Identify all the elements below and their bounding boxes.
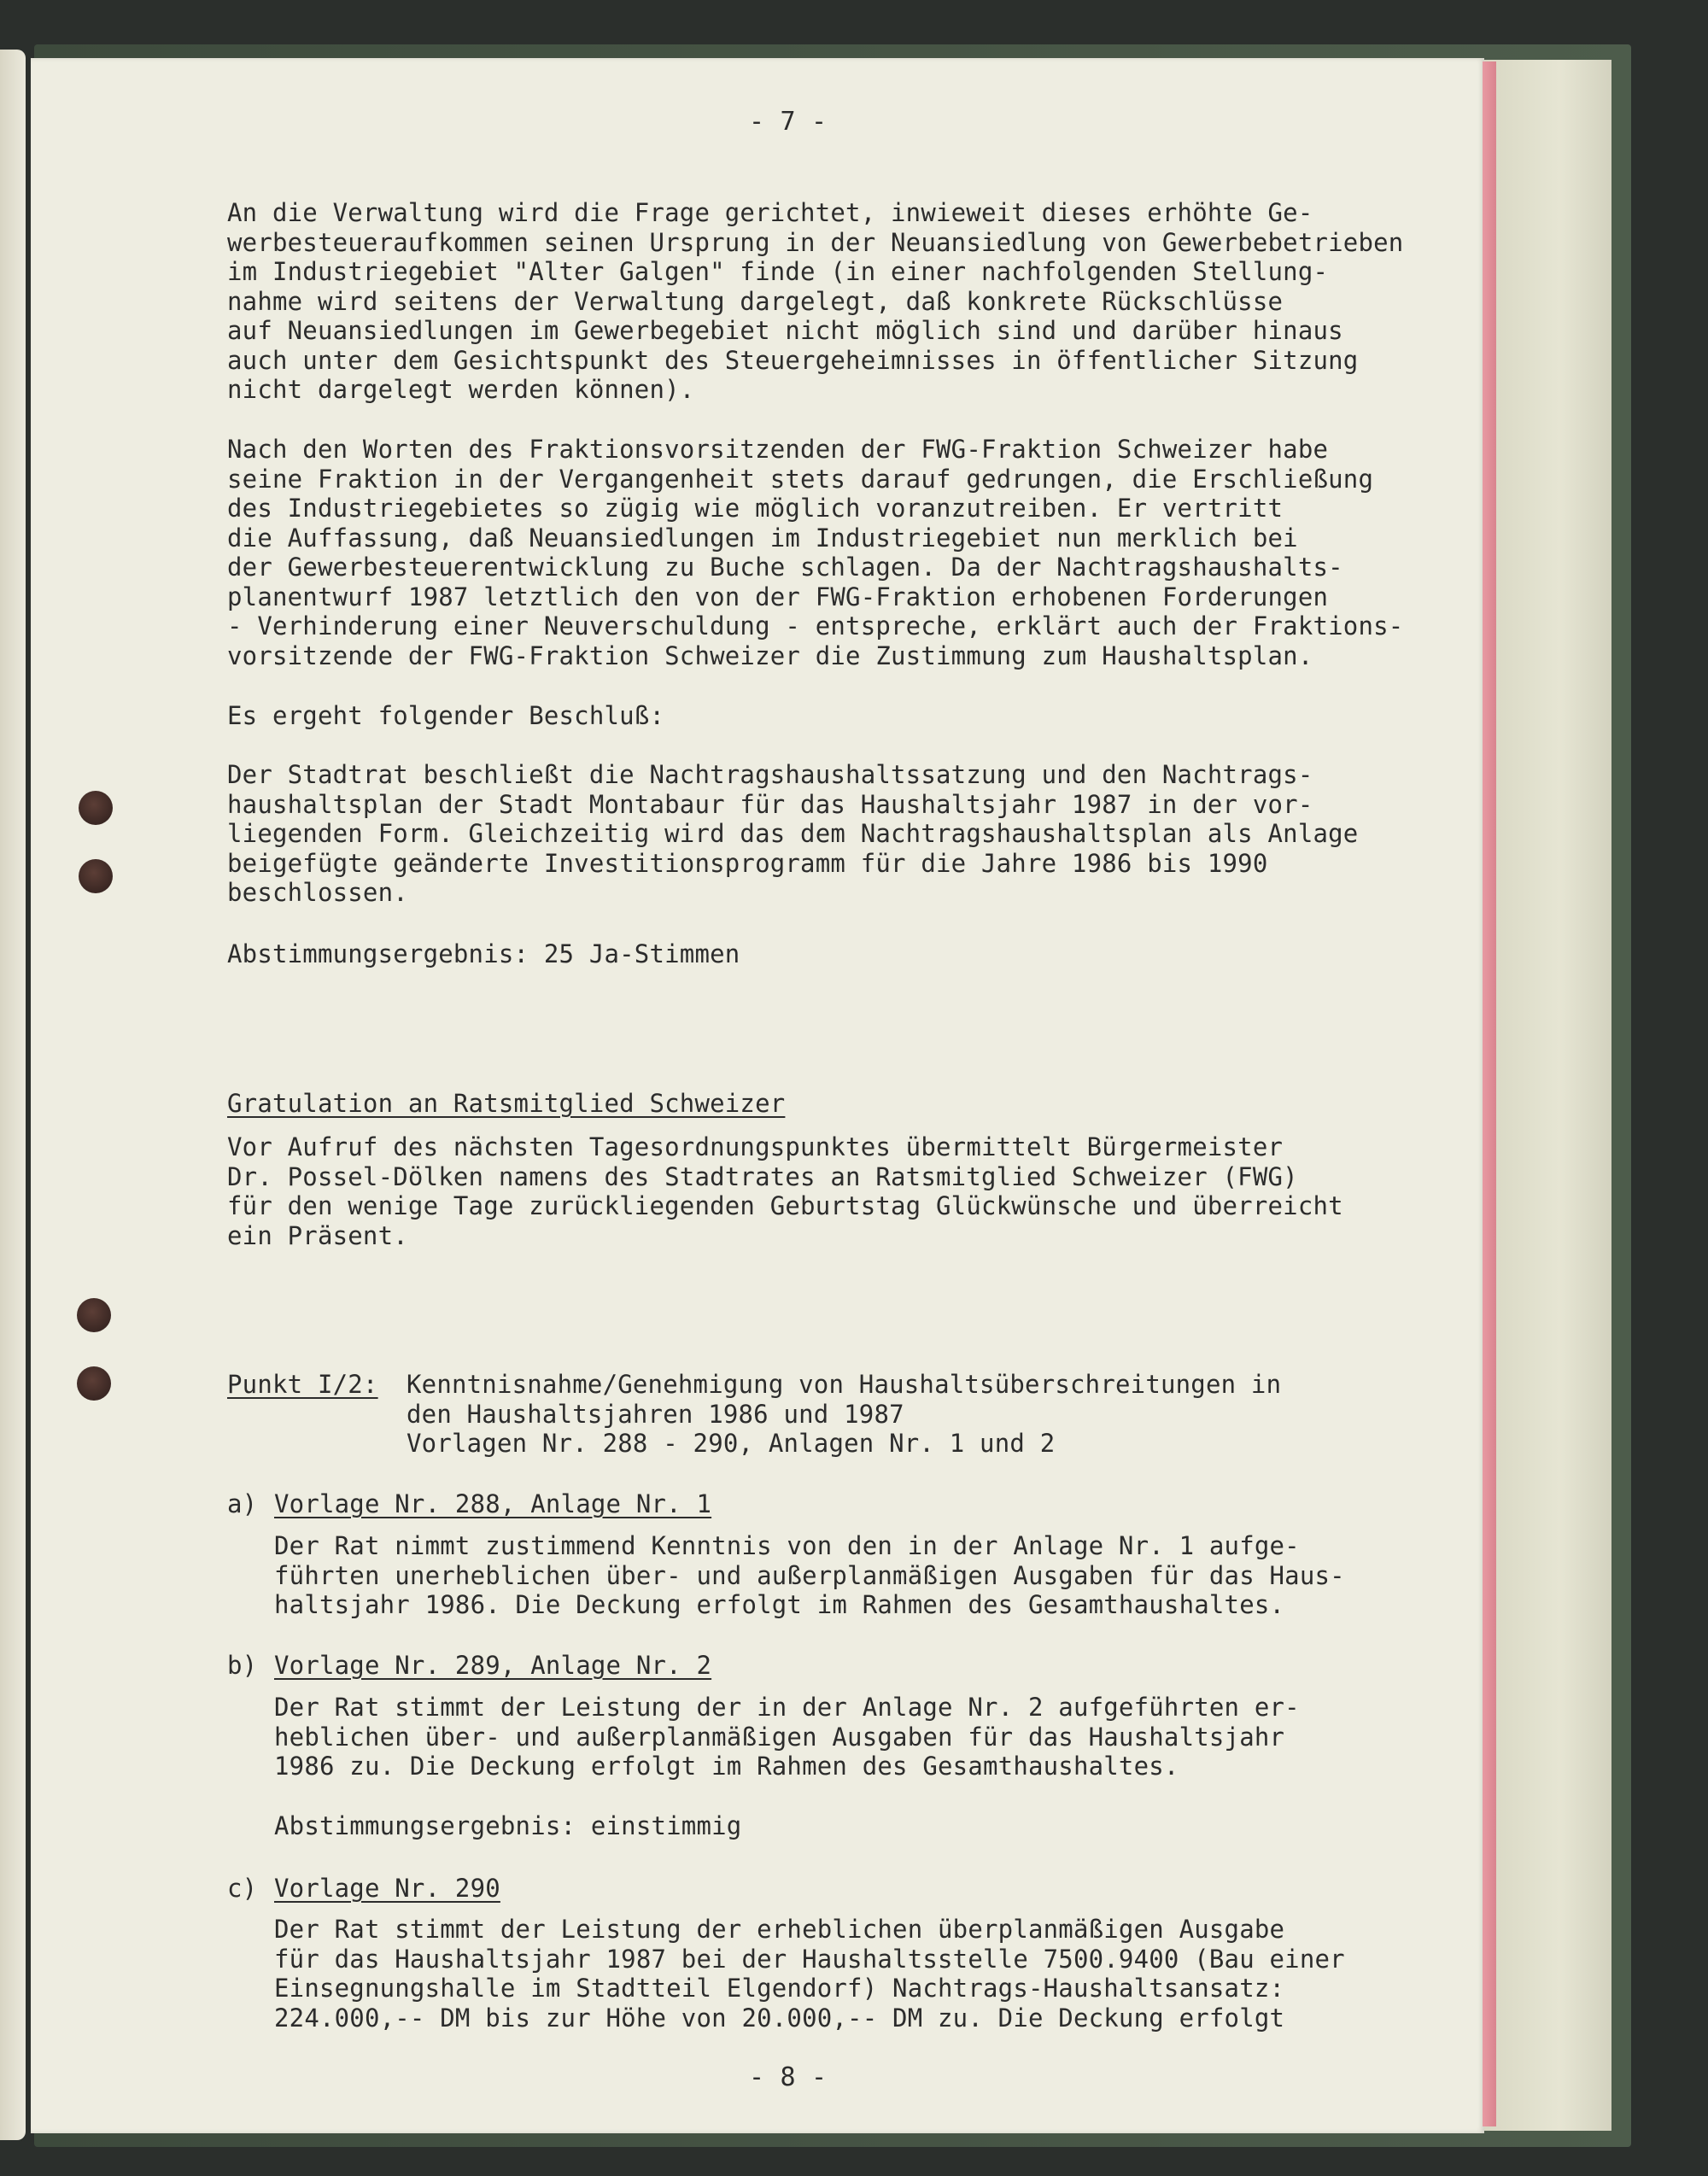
item-letter: c) <box>227 1874 258 1903</box>
item-letter: b) <box>227 1651 258 1680</box>
item-text: Der Rat stimmt der Leistung der erheblichen überplanmäßigen Ausgabe für das Haushaltsjahr 1987 bei der Haushaltsstelle 7500.9400 (Bau einer Einsegnungshalle im Stadtteil Elgendorf) Nachtrags-Haushaltsansatz: 224.000,-- DM bis zur Höhe von 20.000,-- DM zu. Die Deckung erfolgt <box>274 1915 1345 2033</box>
stacked-pages <box>1482 60 1611 2131</box>
left-page-edge <box>0 50 26 2140</box>
paragraph-fwg-statement: Nach den Worten des Fraktionsvorsitzenden der FWG-Fraktion Schweizer habe seine Fraktion in der Vergangenheit stets darauf gedrungen, die Erschließung des Industriegebietes so zügig wie möglich voranzutreiben. Er vertritt die Auffassung, daß Neuansiedlungen im Industriegebiet nun merklich bei der Gewerbesteuerentwicklung zu Buche schlagen. Da der Nachtragshaushalts- planentwurf 1987 letztlich den von der FWG-Fraktion erhobenen Forderungen - Verhinderung einer Neuverschuldung - entspreche, erklärt auch der Fraktions- vorsitzende der FWG-Fraktion Schweizer die Zustimmung zum Haushaltsplan. <box>227 435 1404 670</box>
item-title: Vorlage Nr. 290 <box>274 1874 500 1903</box>
page-number-top: - 7 - <box>749 107 828 137</box>
item-title: Vorlage Nr. 289, Anlage Nr. 2 <box>274 1651 712 1680</box>
item-vote: Abstimmungsergebnis: einstimmig <box>274 1811 742 1840</box>
punch-hole <box>79 859 113 893</box>
document-page <box>31 58 1484 2133</box>
resolution-heading: Es ergeht folgender Beschluß: <box>227 701 665 730</box>
red-page-edge <box>1483 61 1496 2126</box>
punch-hole <box>77 1298 111 1332</box>
item-text: Der Rat stimmt der Leistung der in der Anlage Nr. 2 aufgeführten er- heblichen über- und außerplanmäßigen Ausgaben für das Haushaltsjahr 1986 zu. Die Deckung erfolgt im Rahmen des Gesamthaushaltes. <box>274 1693 1300 1781</box>
resolution-text: Der Stadtrat beschließt die Nachtragshaushaltssatzung und den Nachtrags- haushaltsplan der Stadt Montabaur für das Haushaltsjahr 1987 in der vor- liegenden Form. Gleichzeitig wird das dem Nachtragshaushaltsplan als Anlage beigefügte geänderte Investitionsprogramm für die Jahre 1986 bis 1990 beschlossen. <box>227 760 1359 907</box>
paragraph-inquiry: An die Verwaltung wird die Frage gerichtet, inwieweit dieses erhöhte Ge- werbesteueraufkommen seinen Ursprung in der Neuansiedlung von Gewerbebetrieben im Industriegebiet "Alter Galgen" finde (in einer nachfolgenden Stellung- nahme wird seitens der Verwaltung dargelegt, daß konkrete Rückschlüsse auf Neuansiedlungen im Gewerbegebiet nicht möglich sind und darüber hinaus auch unter dem Gesichtspunkt des Steuergeheimnisses in öffentlicher Sitzung nicht dargelegt werden können). <box>227 198 1404 404</box>
punch-hole <box>77 1366 111 1401</box>
item-text: Der Rat nimmt zustimmend Kenntnis von den in der Anlage Nr. 1 aufge- führten unerheblichen über- und außerplanmäßigen Ausgaben für das Haus- haltsjahr 1986. Die Deckung erfolgt im Rahmen des Gesamthaushaltes. <box>274 1531 1345 1619</box>
agenda-item-title: Kenntnisnahme/Genehmigung von Haushaltsüberschreitungen in den Haushaltsjahren 1986 und 1987 Vorlagen Nr. 288 - 290, Anlagen Nr. 1 und 2 <box>407 1370 1282 1458</box>
item-title: Vorlage Nr. 288, Anlage Nr. 1 <box>274 1489 712 1518</box>
page-number-bottom: - 8 - <box>749 2062 828 2092</box>
agenda-item-label: Punkt I/2: <box>227 1370 378 1399</box>
punch-hole <box>79 791 113 825</box>
section-heading-gratulation: Gratulation an Ratsmitglied Schweizer <box>227 1089 786 1118</box>
gratulation-text: Vor Aufruf des nächsten Tagesordnungspunktes übermittelt Bürgermeister Dr. Possel-Dölken namens des Stadtrates an Ratsmitglied Schweizer (FWG) für den wenige Tage zurückliegenden Geburtstag Glückwünsche und überreicht ein Präsent. <box>227 1132 1343 1250</box>
item-letter: a) <box>227 1489 258 1518</box>
vote-result: Abstimmungsergebnis: 25 Ja-Stimmen <box>227 939 740 968</box>
